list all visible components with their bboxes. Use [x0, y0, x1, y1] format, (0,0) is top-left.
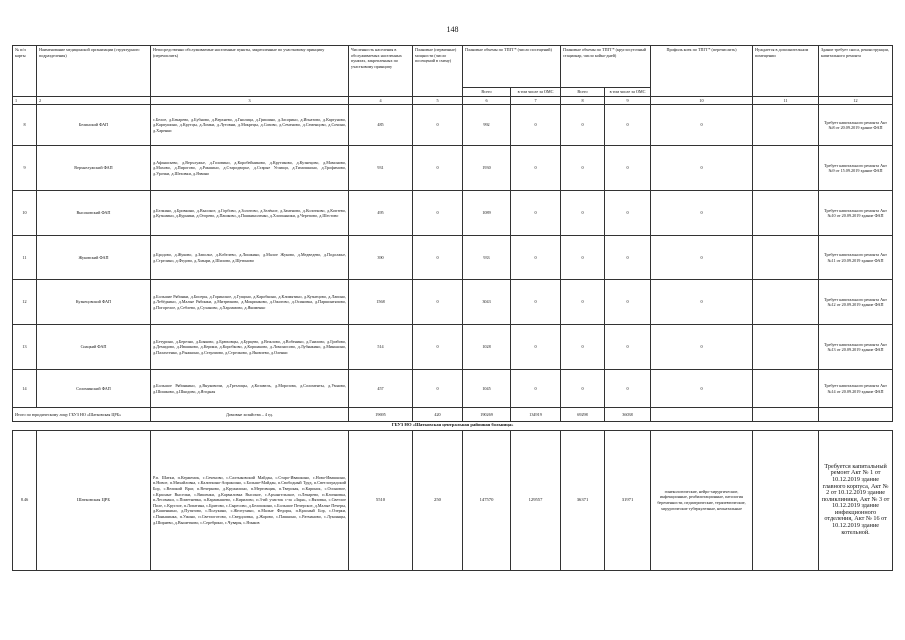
beddays-total: 0 [561, 191, 605, 236]
total-population: 19695 [349, 408, 413, 422]
population: 514 [349, 325, 413, 370]
org-name: Верхнелужский ФАП [37, 146, 151, 191]
header-beddays-oms: в том числе за ОМС [605, 88, 651, 97]
bed-profile: гинекологические, нейро-хирургические, инфекционные, реабилитационные, патология беременности, педиатрические, терапевтические, хирургические туберкулезные, неонатальные [651, 430, 753, 570]
visits-oms: 0 [511, 105, 561, 146]
capacity: 0 [413, 236, 463, 280]
bed-profile: 0 [651, 105, 753, 146]
column-numbers-row [13, 96, 893, 105]
col-number: 5 [413, 96, 463, 105]
beddays-total: 0 [561, 105, 605, 146]
table-row [13, 280, 893, 325]
repair-status: Требует капитального ремонта Акт №13 от 20.09.2019 здание ФАП [819, 325, 893, 370]
served-places: д.Бетурино, д.Березно, д.Бояково, д.Брюховцы, д.Бурцево, д.Вежлово, д.Вобенино, д.Гнилово, д.Грибово, д.Демидово, д.Ивашково, д.Керики, д.Коробково, д.Коршаково, д.Ломоносово, д.Лубянкино, д.Минькино, д.Палахтенко, д.Рыжкино, д.Стерлиово, д.Стрелково, д.Яковлево, д.Оленки [151, 325, 349, 370]
header-visits-total: Всего [463, 88, 511, 97]
beddays-total: 36371 [561, 430, 605, 570]
col-number: 7 [511, 96, 561, 105]
served-places: д.Бродово, д.Жуково, д.Заполье, д.Кобелево, д.Лишкино, д.Малое Жуково, д.Медведево, д.Подолжье, д.Стрелино, д.Федово, д.Хмыри, д.Шилово, д.Щетиново [151, 236, 349, 280]
capacity: 0 [413, 105, 463, 146]
col-number: 10 [651, 96, 753, 105]
beddays-oms: 0 [605, 191, 651, 236]
beddays-oms: 0 [605, 105, 651, 146]
beddays-total: 0 [561, 370, 605, 408]
served-places: Р.п. Шатки, п.Кержемок, с.Сеченово, с.Салтыковский Майдан, с.Старо-Ивашкино, с.Ново-Ивашкино, п.Новое, п.Михайловка, с.Калиткино-Апраксино, с.Больше-Майдан, п.Свободный Труд, п.Светлоградский Бор, с.Великий Враг, п.Вечерково, д.Кружилино, п.Мертовщик, п.Тверская, п.Каринск, с.Осиновое, с.Красные Выселки, с.Вишенки, д.Кармаловка Высокое, с.Архангельское, п.Лекарево, п.Кличновка, п.Лесомаки, с.Пометневка, п.Карамышево, с.Кирилово, п.3-ий участок с-за «Заря», с.Вязовка, с.Светлое Поле, с.Круглое, п.Лопатина, с.Бритово, с.Сыресово, д.Белошкино, с.Большое Печерское, д.Малые Печеры, д.Кашенкино, д.Путятово, с.Полукино, с.Желтухино, п.Малые Федоры, п.Красный Бор, с.Озерки, с.Паньшинка, п.Ужино, п.Светлоготово, с.Свердловка, д.Жарово, с.Пашкино, с.Ратманово, с.Лукоянцы, д.Ширяево, д.Вышетково, с.Серебрино, с.Чувары, с.Языков [151, 430, 349, 570]
visits-oms: 0 [511, 191, 561, 236]
header-num: № п/п карты [13, 46, 37, 97]
table-row [13, 105, 893, 146]
org-name: Соломинский ФАП [37, 370, 151, 408]
header-repair: Здание требует сноса, реконструкции, капитального ремонта [819, 46, 893, 97]
served-places: д.Афанасьево, д.Верхлужье, д.Головино, д.Коробейниково, д.Крутиково, д.Кузнецово, д.Мамоново, д.Махово, д.Пирогово, д.Ракшино, д.Стародворье, д.Старые Углищи, д.Тимошкино, д.Трофимово, д.Урочки, д.Шеховки, д.Язвино [151, 146, 349, 191]
capacity: 0 [413, 370, 463, 408]
table-row [13, 191, 893, 236]
bed-profile: 0 [651, 280, 753, 325]
visits-total: 1028 [463, 325, 511, 370]
served-places: д.Большие Рябинки, д.Бисеры, д.Горинское, д.Гущино, д.Каробкино, д.Климятино, д.Кузнецово, д.Лапино, д.Лебёдкино, д.Малые Рябинки, д.Митрюково, д.Мокринково, д.Ожогово, д.Осиновка, д.Паршинтяпово, д.Погорелое, д.Себлево, д.Суханово, д.Харламово, д.Якименко [151, 280, 349, 325]
total-visits-oms: 134919 [511, 408, 561, 422]
beddays-oms: 0 [605, 370, 651, 408]
beddays-total: 0 [561, 280, 605, 325]
visits-total: 992 [463, 105, 511, 146]
population: 5510 [349, 430, 413, 570]
capacity: 0 [413, 325, 463, 370]
beddays-total: 0 [561, 236, 605, 280]
beddays-oms: 0 [605, 236, 651, 280]
row-number: 8.46 [13, 430, 37, 570]
header-capacity: Плановые (первичные) мощности (число посещений в смену) [413, 46, 463, 97]
visits-oms: 0 [511, 325, 561, 370]
header-beddays-total: Всего [561, 88, 605, 97]
need-premises [753, 280, 819, 325]
repair-status: Требуется капитальный ремонт Акт № 1 от 10.12.2019 здание главного корпуса, Акт № 2 от 10.12.2019 здание поликлиники, Акт № 3 от 10.12.2019 здание инфекционного отделения, Акт № 16 от 10.12.2019 здание котельной. [819, 430, 893, 570]
col-number: 1 [13, 96, 37, 105]
table-row [13, 146, 893, 191]
bed-profile: 0 [651, 370, 753, 408]
total-visits: 190269 [463, 408, 511, 422]
col-number: 2 [37, 96, 151, 105]
facilities-table [12, 45, 893, 422]
need-premises [753, 146, 819, 191]
need-premises [753, 370, 819, 408]
population: 485 [349, 105, 413, 146]
repair-status: Требует капитального ремонта Акт №14 от 20.09.2019 здание ФАП [819, 370, 893, 408]
beddays-oms: 0 [605, 325, 651, 370]
visits-total: 933 [463, 236, 511, 280]
visits-oms: 0 [511, 280, 561, 325]
org-name: Белинский ФАП [37, 105, 151, 146]
col-number: 9 [605, 96, 651, 105]
crb-table [12, 420, 893, 571]
table-row [13, 370, 893, 408]
org-name: Шатковская ЦРБ [37, 430, 151, 570]
repair-status: Требует капитального ремонта Акт №10 от 20.09.2019 здание ФАП [819, 191, 893, 236]
beddays-total: 0 [561, 325, 605, 370]
capacity: 0 [413, 191, 463, 236]
total-beddays: 69298 [561, 408, 605, 422]
served-places: с.Белое, д.Бекарево, д.Бубново, д.Верхнево, д.Гнилица, д.Гришино, д.Засорино, д.Игнатово, д.Картуново, д.Карпушино, д.Крутцы, д.Ломки, д.Лутовни, д.Мокрецы, д.Сизово, д.Семеново, д.Семенцово, д.Сочино, д.Харенки [151, 105, 349, 146]
bed-profile: 0 [651, 191, 753, 236]
header-org: Наименование медицинской организации (структурного подразделения) [37, 46, 151, 97]
repair-status: Требует капитального ремонта Акт №11 от 20.09.2019 здание ФАП [819, 236, 893, 280]
col-number: 12 [819, 96, 893, 105]
header-need-premises: Нуждается в дополнительном помещении [753, 46, 819, 97]
header-visits: Плановые объемы по ТПГГ* (число посещений) [463, 46, 561, 88]
need-premises [753, 191, 819, 236]
row-number: 12 [13, 280, 37, 325]
visits-oms: 0 [511, 236, 561, 280]
population: 1568 [349, 280, 413, 325]
org-name: Сиацкий ФАП [37, 325, 151, 370]
header-visits-oms: в том числе за ОМС [511, 88, 561, 97]
visits-total: 1045 [463, 370, 511, 408]
header-row [13, 46, 893, 88]
served-places: д.Большое Рябинкино, д.Внуковичи, д.Грезлицы, д.Козавель, д.Морозова, д.Соломенты, д.Умново, д.Шишково, д.Шкодово, д.Ягодная [151, 370, 349, 408]
need-premises [753, 430, 819, 570]
header-places: Непосредственно обслуживаемые населенные пункты, закрепленные по участковому принципу (перечислить) [151, 46, 349, 97]
visits-total: 147570 [463, 430, 511, 570]
beddays-total: 0 [561, 146, 605, 191]
beddays-oms: 0 [605, 146, 651, 191]
page-number: 148 [446, 25, 459, 34]
repair-status: Требует капитального ремонта Акт №9 от 15.09.2019 здание ФАП [819, 146, 893, 191]
bed-profile: 0 [651, 146, 753, 191]
col-number: 8 [561, 96, 605, 105]
row-number: 10 [13, 191, 37, 236]
col-number: 4 [349, 96, 413, 105]
total-desc: Домовые хозяйства – 4 ед. [151, 408, 349, 422]
table-row [13, 430, 893, 570]
col-number: 6 [463, 96, 511, 105]
capacity: 0 [413, 280, 463, 325]
org-name: Кузнецовский ФАП [37, 280, 151, 325]
table-row [13, 236, 893, 280]
total-beddays-oms: 36038 [605, 408, 651, 422]
header-beddays: Плановые объемы по ТПГГ* (круглосуточный стационар, число койко-дней) [561, 46, 651, 88]
repair-status: Требует капитального ремонта Акт №8 от 20.09.2019 здание ФАП [819, 105, 893, 146]
visits-total: 1930 [463, 146, 511, 191]
bed-profile: 0 [651, 236, 753, 280]
org-name: Жуковский ФАП [37, 236, 151, 280]
col-number: 3 [151, 96, 349, 105]
capacity: 250 [413, 430, 463, 570]
capacity: 0 [413, 146, 463, 191]
bed-profile: 0 [651, 325, 753, 370]
beddays-oms: 0 [605, 280, 651, 325]
served-places: д.Белкино, д.Бровкино, д.Высокое, д.Горбово, д.Золотово, д.Зелёное, д.Заменово, д.Колотково, д.Коптево, д.Кузьмино, д.Курники, д.Огорево, д.Пашково, д.Пашкиноленко, д.Хлопьяники, д.Черепово, д.Шестово [151, 191, 349, 236]
col-number: 11 [753, 96, 819, 105]
population: 495 [349, 191, 413, 236]
population: 931 [349, 146, 413, 191]
need-premises [753, 325, 819, 370]
section-title: ГБУЗ НО «Шатковская центральная районная больница» [391, 421, 514, 427]
table-row [13, 325, 893, 370]
repair-status: Требует капитального ремонта Акт №12 от 20.09.2019 здание ФАП [819, 280, 893, 325]
row-number: 14 [13, 370, 37, 408]
population: 457 [349, 370, 413, 408]
beddays-oms: 31971 [605, 430, 651, 570]
total-label: Итого по юридическому лицу ГБУЗ НО «Шатковская ЦРБ» [13, 408, 151, 422]
visits-total: 3043 [463, 280, 511, 325]
row-number: 11 [13, 236, 37, 280]
row-number: 13 [13, 325, 37, 370]
row-number: 8 [13, 105, 37, 146]
header-profile: Профиль коек по ТПГГ* (перечислить) [651, 46, 753, 97]
org-name: Высоковский ФАП [37, 191, 151, 236]
visits-total: 1089 [463, 191, 511, 236]
visits-oms: 0 [511, 370, 561, 408]
need-premises [753, 236, 819, 280]
header-population: Численность населения в обслуживаемых населенных пунктах, закрепленных по участковому принципу [349, 46, 413, 97]
visits-oms: 129557 [511, 430, 561, 570]
total-capacity: 420 [413, 408, 463, 422]
row-number: 9 [13, 146, 37, 191]
population: 390 [349, 236, 413, 280]
need-premises [753, 105, 819, 146]
visits-oms: 0 [511, 146, 561, 191]
